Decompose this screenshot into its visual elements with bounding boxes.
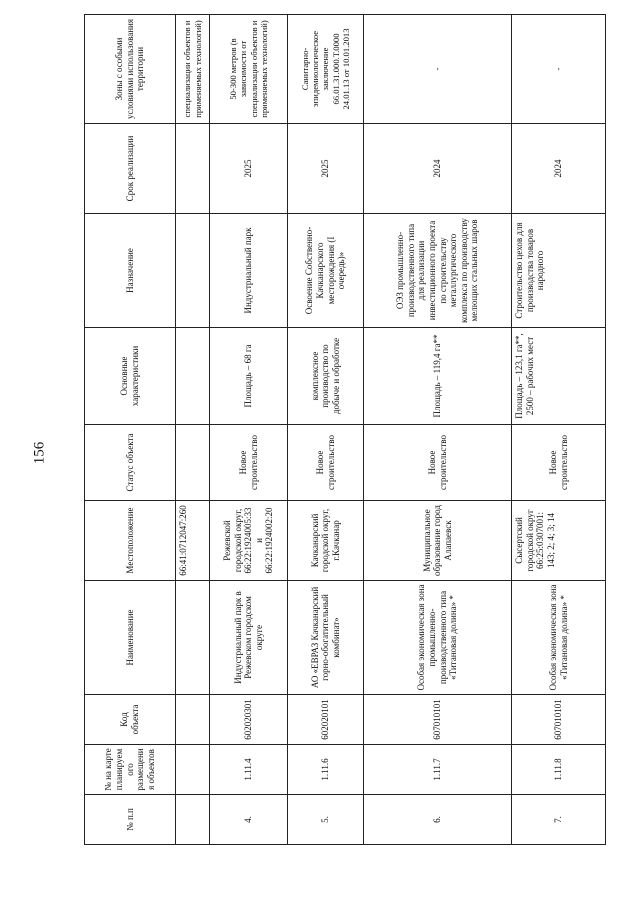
cell-num: 4. (210, 795, 288, 845)
cell-deadline: 2025 (210, 124, 288, 214)
header-deadline: Срок реализации (85, 124, 176, 214)
cell-name: АО «ЕВРАЗ Качканарский горно-обогатительный комбинат» (288, 581, 364, 695)
cell-characteristics: комплексное производство по добыче и обработке (288, 328, 364, 425)
cell-deadline: 2024 (364, 124, 512, 214)
planned-objects-table (84, 14, 606, 845)
page-number: 156 (31, 441, 48, 465)
cell-zones: 50-300 метров (в зависимости от специализации объектов и применяемых технологий) (210, 15, 288, 124)
cell-num: 7. (512, 795, 606, 845)
cell-name: Индустриальный парк в Режевском городском округе (210, 581, 288, 695)
cell-purpose (176, 214, 210, 328)
cell-purpose: Освоение Собственно-Качканарского месторождения (I очередь)» (288, 214, 364, 328)
cell-status (176, 425, 210, 501)
table-row (210, 15, 288, 845)
cell-status: Новое строительство (364, 425, 512, 501)
table-header-row (85, 15, 176, 845)
cell-name (176, 581, 210, 695)
cell-zones: специализации объектов и применяемых технологий) (176, 15, 210, 124)
cell-deadline: 2025 (288, 124, 364, 214)
cell-name: Особая экономическая зона промышленно-производственного типа «Титановая долина» * (364, 581, 512, 695)
cell-purpose: Индустриальный парк (210, 214, 288, 328)
header-code: Код объекта (85, 695, 176, 745)
cell-code (176, 695, 210, 745)
header-num: № п.п (85, 795, 176, 845)
cell-code: 607010101 (364, 695, 512, 745)
cell-num: 5. (288, 795, 364, 845)
cell-status: Новое строительство (210, 425, 288, 501)
table-row (364, 15, 512, 845)
header-map-no: № на карте планируемого размещения объектов (85, 745, 176, 795)
cell-characteristics: Площадь – 68 га (210, 328, 288, 425)
cell-zones: - (512, 15, 606, 124)
cell-num: 6. (364, 795, 512, 845)
rotated-table-container (84, 15, 600, 845)
table-row (288, 15, 364, 845)
cell-map-no: 1.11.7 (364, 745, 512, 795)
header-zones: Зоны с особыми условиями использования территории (85, 15, 176, 124)
cell-name: Особая экономическая зона «Титановая долина» * (512, 581, 606, 695)
cell-status: Новое строительство (512, 425, 606, 501)
cell-location: 66:41:0712047:260 (176, 501, 210, 581)
cell-num (176, 795, 210, 845)
header-characteristics: Основные характеристики (85, 328, 176, 425)
cell-location: Сысертский городской округ 66:25:0307001: 143; 2; 4; 3; 14 (512, 501, 606, 581)
table-row-continuation (176, 15, 210, 845)
cell-purpose: Строительство цехов для производства товаров народного (512, 214, 606, 328)
cell-code: 602020101 (288, 695, 364, 745)
header-status: Статус объекта (85, 425, 176, 501)
table-row (512, 15, 606, 845)
cell-characteristics (176, 328, 210, 425)
cell-characteristics: Площадь – 123,1 га**, 2500 – рабочих мест (512, 328, 606, 425)
cell-zones: Санитарно-эпидемиологическое заключение 66.01.31.000.Т.0000 24.01.13 от 10.01.2013 (288, 15, 364, 124)
cell-code: 607010101 (512, 695, 606, 745)
cell-code: 602020301 (210, 695, 288, 745)
header-name: Наименование (85, 581, 176, 695)
header-purpose: Назначение (85, 214, 176, 328)
cell-status: Новое строительство (288, 425, 364, 501)
cell-deadline (176, 124, 210, 214)
cell-zones: - (364, 15, 512, 124)
cell-location: Качканарский городской округ, г.Качканар (288, 501, 364, 581)
header-location: Местоположение (85, 501, 176, 581)
cell-deadline: 2024 (512, 124, 606, 214)
cell-map-no: 1.11.4 (210, 745, 288, 795)
cell-purpose: ОЭЗ промышленно-производственного типа для реализации инвестиционного проекта по строительству металлургического комплекса по производству мелющих стальных шаров (364, 214, 512, 328)
cell-location: Режевской городской округ, 66:22:1924005:33 и 66:22:1924002:20 (210, 501, 288, 581)
cell-characteristics: Площадь – 119,4 га** (364, 328, 512, 425)
cell-map-no (176, 745, 210, 795)
cell-map-no: 1.11.6 (288, 745, 364, 795)
cell-map-no: 1.11.8 (512, 745, 606, 795)
cell-location: Муниципальное образование город Алапаевск (364, 501, 512, 581)
